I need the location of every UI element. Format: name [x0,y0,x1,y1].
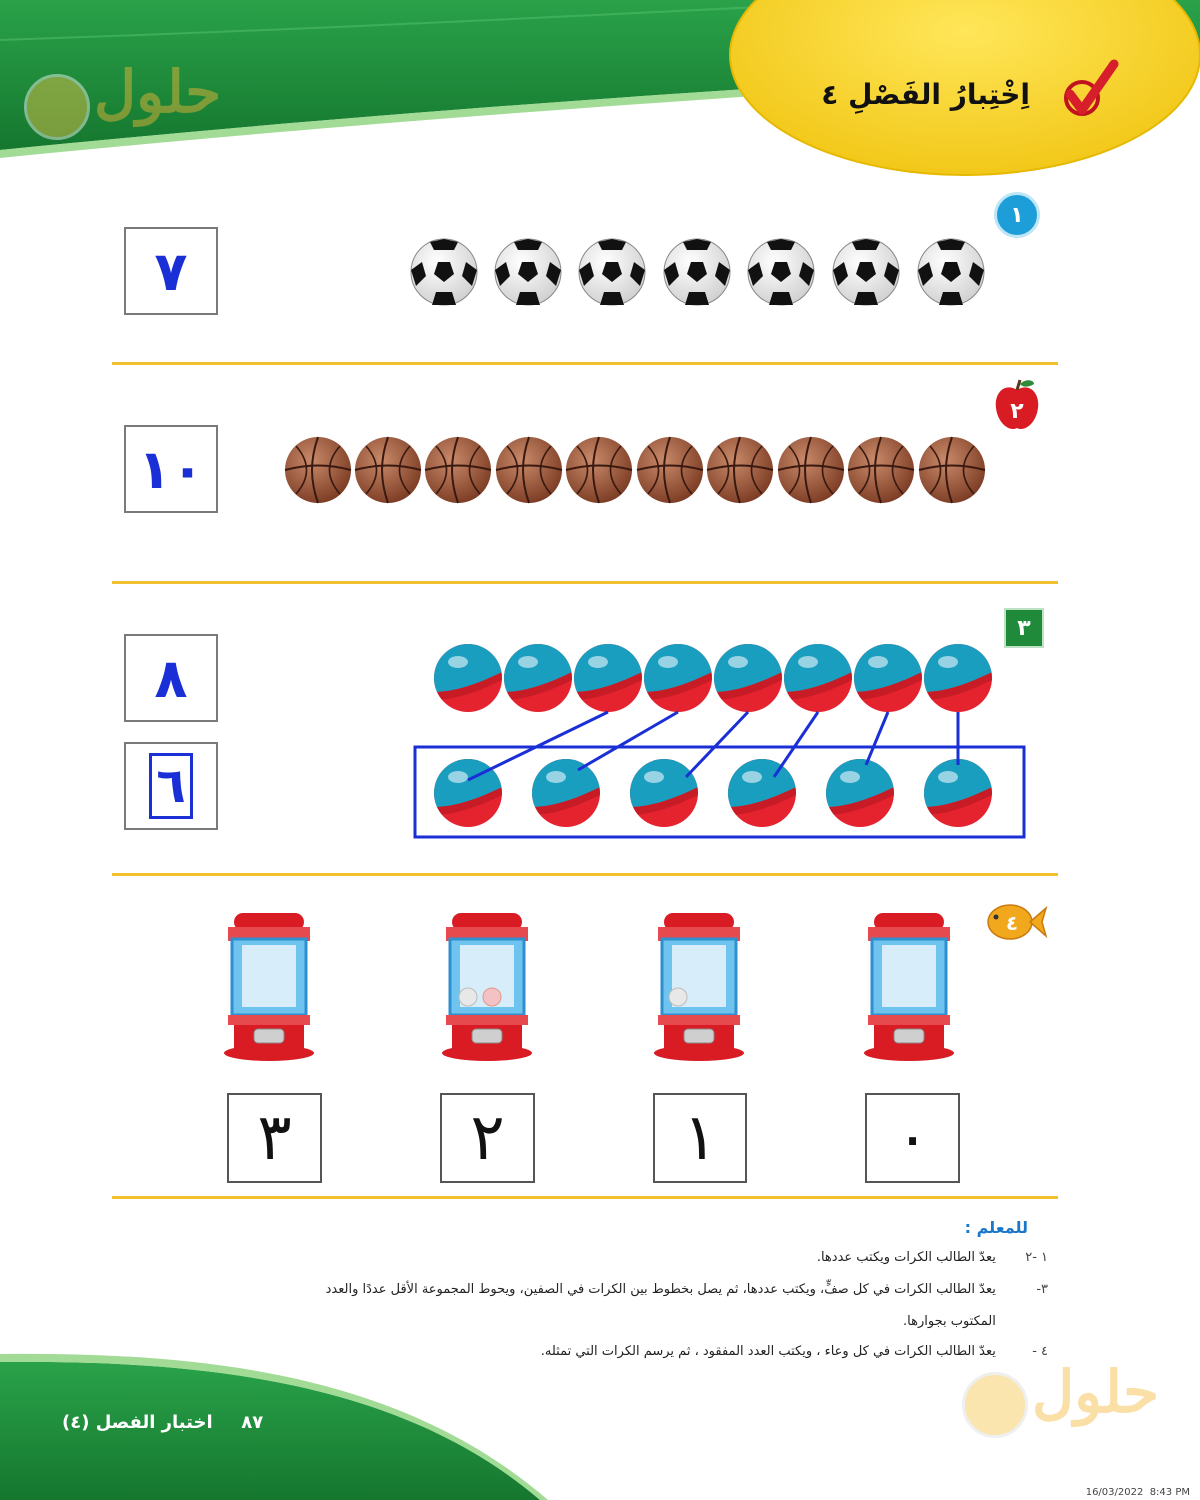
note-number: ٣- [1036,1282,1048,1297]
beach-ball [574,644,642,712]
beach-ball [644,644,712,712]
answer-box-q1[interactable]: ٧ [124,227,218,315]
print-stamp: 16/03/2022 8:43 PM [1085,1487,1190,1498]
checkmark-icon [1060,58,1120,120]
basketball [848,437,914,503]
answer-box-q4[interactable]: ٣ [227,1093,322,1183]
teacher-notes-heading: للمعلم : [964,1218,1028,1237]
basketball [778,437,844,503]
basketball [707,437,773,503]
note-text: يعدّ الطالب الكرات في كل وعاء ، ويكتب العدد المفقود ، ثم يرسم الكرات التي تمثله. [540,1344,996,1359]
fish-marker-icon [986,900,1048,944]
question-4-number: ٤ [1005,911,1019,935]
divider [112,581,1058,584]
gumball-machine [654,913,744,1061]
beach-ball [854,644,922,712]
logo-watermark-bottom [962,1358,1162,1438]
basketball [566,437,632,503]
note-text: يعدّ الطالب الكرات ويكتب عددها. [816,1250,996,1265]
answer-box-q4[interactable]: ٢ [440,1093,535,1183]
answer-box-q2[interactable]: ١٠ [124,425,218,513]
question-1-marker [994,192,1040,238]
note-number: ٤ - [1032,1344,1048,1359]
beach-ball [630,759,698,827]
basketballs-row [280,430,1000,510]
beach-ball [826,759,894,827]
question-2-number: ٢ [1010,399,1024,424]
page-title: اِخْتِبارُ الفَصْلِ ٤ [821,78,1030,111]
apple-marker-icon [992,378,1042,434]
beach-ball [714,644,782,712]
soccer-ball [664,239,730,305]
beach-ball [434,644,502,712]
note-number: ١ -٢ [1025,1250,1048,1265]
note-text: يعدّ الطالب الكرات في كل صفٍّ، ويكتب عددها، ثم يصل بخطوط بين الكرات في الصفين، ويحوط المجموعة الأقل عددًا والعدد [325,1282,996,1297]
gumball-machine [442,913,532,1061]
answer-box-q3-top[interactable]: ٨ [124,634,218,722]
soccer-ball [748,239,814,305]
soccer-ball [495,239,561,305]
question-1-number: ١ [1010,202,1024,228]
logo-text: حلول [1032,1358,1160,1426]
gumball-machine [864,913,954,1061]
divider [112,362,1058,365]
soccer-ball [918,239,984,305]
logo-icon [24,74,90,140]
chapter-label: اختبار الفصل (٤) [62,1412,213,1433]
gumball-machine [224,913,314,1061]
beach-ball [532,759,600,827]
logo-icon [962,1372,1028,1438]
basketball [355,437,421,503]
basketball [285,437,351,503]
beach-ball [924,759,992,827]
logo-text: حلول [94,58,222,126]
divider [112,1196,1058,1199]
basketball [919,437,985,503]
basketball [496,437,562,503]
note-line [326,1282,1048,1297]
gumball [483,988,501,1006]
footer-label [62,1412,263,1433]
beach-ball [504,644,572,712]
note-line [817,1250,1048,1265]
note-text: المكتوب بجوارها. [903,1314,996,1329]
answer-box-q3-bottom[interactable] [124,742,218,830]
gumball [459,988,477,1006]
note-line [903,1314,1048,1329]
answer-box-q4[interactable]: ١ [653,1093,747,1183]
logo-watermark [24,58,244,142]
soccer-ball [579,239,645,305]
page-number: ٨٧ [241,1412,264,1433]
answer-box-q4[interactable]: ٠ [865,1093,960,1183]
question-3-number: ٣ [1017,615,1031,641]
gumball [669,988,687,1006]
soccer-ball [411,239,477,305]
basketball [637,437,703,503]
gumball-machines-row [220,905,980,1065]
beach-ball [728,759,796,827]
soccer-balls-row [400,232,1000,312]
divider [112,873,1058,876]
beach-ball [924,644,992,712]
answer-q3-bottom-value: ٦ [156,758,186,814]
beach-balls-comparison [400,630,1040,850]
beach-ball [784,644,852,712]
circled-answer [149,753,193,819]
basketball [425,437,491,503]
soccer-ball [833,239,899,305]
